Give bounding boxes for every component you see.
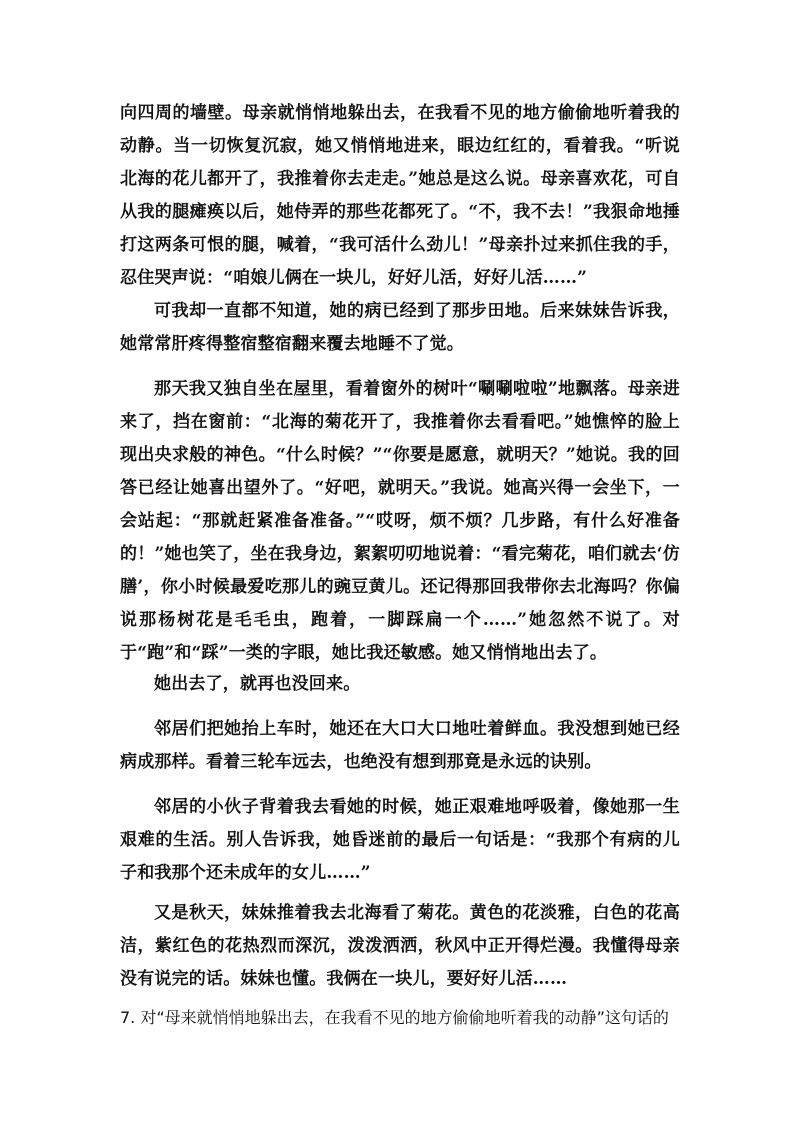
paragraph-6: 邻居的小伙子背着我去看她的时候，她正艰难地呼吸着，像她那一生艰难的生活。别人告诉我，她昏迷前的最后一句话是：“我那个有病的儿子和我那个还未成年的女儿……” (120, 797, 680, 883)
paragraph-5: 邻居们把她抬上车时，她还在大口大口地吐着鲜血。我没想到她已经病成那样。看着三轮车远去，也绝没有想到那竟是永远的诀别。 (120, 719, 680, 772)
paragraph-3: 那天我又独自坐在屋里，看着窗外的树叶“唰唰啦啦”地飘落。母亲进来了，挡在窗前：“北海的菊花开了，我推着你去看看吧。”她憔悴的脸上现出央求般的神色。“什么时候？”“你要是愿意，就明天？”她说。我的回答已经让她喜出望外了。“好吧，就明天。”我说。她高兴得一会坐下，一会站起：“那就赶紧准备准备。”“哎呀，烦不烦？几步路，有什么好准备的！”她也笑了，坐在我身边，絮絮叨叨地说着：“看完菊花，咱们就去‘仿膳’，你小时候最爱吃那儿的豌豆黄儿。还记得那回我带你去北海吗？你偏说那杨树花是毛毛虫，跑着，一脚踩扁一个……”她忽然不说了。对于“跑”和“踩”一类的字眼，她比我还敏感。她又悄悄地出去了。 (120, 379, 680, 663)
question-7: 7. 对“母来就悄悄地躲出去，在我看不见的地方偷偷地听着我的动静”这句话的 (120, 1008, 669, 1027)
paragraph-2: 可我却一直都不知道，她的病已经到了那步田地。后来妹妹告诉我，她常常肝疼得整宿整宿翻来覆去地睡不了觉。 (120, 301, 680, 354)
paragraph-4: 她出去了，就再也没回来。 (154, 674, 361, 694)
paragraph-7: 又是秋天，妹妹推着我去北海看了菊花。黄色的花淡雅，白色的花高洁，紫红色的花热烈而深沉，泼泼洒洒，秋风中正开得烂漫。我懂得母亲没有说完的话。妹妹也懂。我俩在一块儿，要好好儿活…… (120, 903, 680, 989)
paragraph-1: 向四周的墙壁。母亲就悄悄地躲出去，在我看不见的地方偷偷地听着我的动静。当一切恢复沉寂，她又悄悄地进来，眼边红红的，看着我。“听说北海的花儿都开了，我推着你去走走。”她总是这么说。母亲喜欢花，可自从我的腿瘫痪以后，她侍弄的那些花都死了。“不，我不去！”我狠命地捶打这两条可恨的腿，喊着，“我可活什么劲儿！”母亲扑过来抓住我的手，忍住哭声说：“咱娘儿俩在一块儿，好好儿活，好好儿活……” (120, 103, 680, 288)
